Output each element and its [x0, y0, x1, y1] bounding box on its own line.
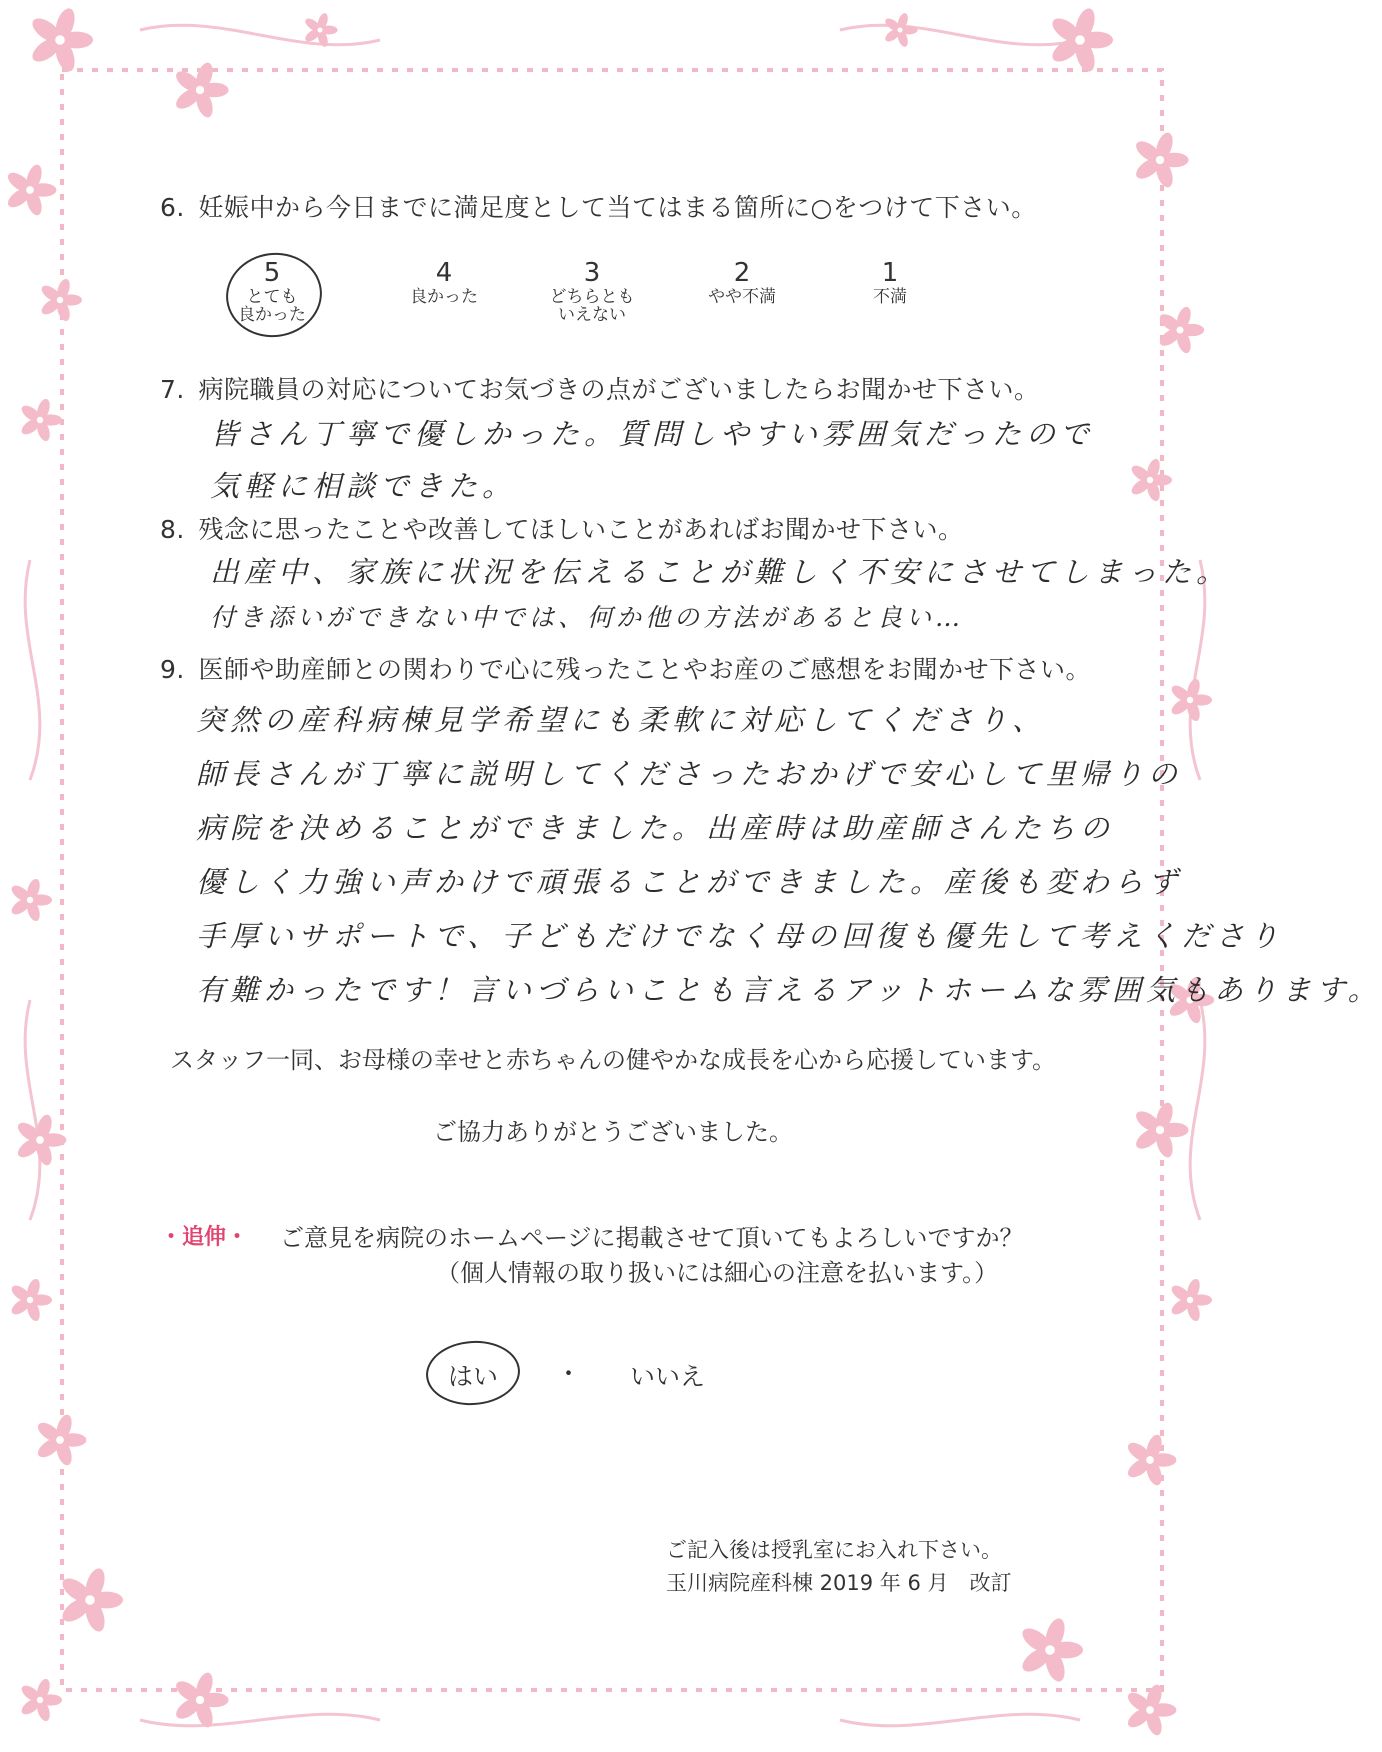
rating-4-value: 4 [435, 258, 453, 288]
postscript-label: ・追伸・ [160, 1225, 249, 1250]
flower-decoration [9, 1277, 52, 1322]
question-7 [160, 370, 1039, 406]
flower-decoration [173, 61, 229, 120]
rating-option-3[interactable] [532, 258, 652, 324]
rating-1-value: 1 [881, 258, 899, 288]
flower-decoration [5, 163, 57, 217]
flower-decoration [58, 1566, 123, 1634]
answer-8-line-1: 出産中、家族に状況を伝えることが難しく不安にさせてしまった。 [210, 555, 1231, 589]
answer-7-line-1: 皆さん丁寧で優しかった。質問しやすい雰囲気だったので [210, 417, 1095, 451]
support-message: スタッフ一同、お母様の幸せと赤ちゃんの健やかな成長を心から応援しています。 [169, 1046, 1057, 1074]
no-option[interactable]: いいえ [630, 1362, 706, 1391]
question-9-text: 医師や助産師との関わりで心に残ったことやお産のご感想をお聞かせ下さい。 [198, 655, 1091, 684]
postscript-question: ご意見を病院のホームページに掲載させて頂いてもよろしいですか？ [280, 1224, 1024, 1252]
question-7-number: 7. [160, 375, 185, 404]
question-8 [160, 510, 963, 546]
answer-9-line-6: 有難かったです！言いづらいことも言えるアットホームな雰囲気もあります。 [196, 973, 1382, 1007]
flower-decoration [1169, 677, 1212, 722]
rating-option-1[interactable] [830, 258, 950, 306]
flower-decoration [1129, 457, 1172, 502]
rating-option-5[interactable] [212, 258, 332, 324]
flower-decoration [173, 1671, 229, 1730]
answer-9-line-4: 優しく力強い声かけで頑張ることができました。産後も変わらず [196, 865, 1183, 899]
flower-decoration [35, 1413, 87, 1467]
question-8-number: 8. [160, 515, 185, 544]
answer-7-line-2: 気軽に相談できた。 [210, 469, 517, 503]
rating-2-value: 2 [733, 258, 751, 288]
flower-decoration [1133, 131, 1189, 190]
flower-decoration [19, 397, 62, 442]
question-6-text: 妊娠中から今日までに満足度として当てはまる箇所に○をつけて下さい。 [198, 193, 1037, 222]
flower-decoration [883, 12, 917, 48]
flower-decoration [1048, 6, 1113, 74]
question-7-text: 病院職員の対応についてお気づきの点がございましたらお聞かせ下さい。 [198, 375, 1040, 404]
rating-1-label: 不満 [873, 287, 907, 307]
flower-decoration [9, 877, 52, 922]
answer-9-line-2: 師長さんが丁寧に説明してくださったおかげで安心して里帰りの [196, 757, 1183, 791]
flower-decoration [39, 277, 82, 322]
question-6 [160, 188, 1037, 224]
rating-3-value: 3 [583, 258, 601, 288]
answer-9-line-5: 手厚いサポートで、子どもだけでなく母の回復も優先して考えくださり [196, 919, 1284, 953]
flower-decoration [19, 1677, 62, 1722]
rating-2-label: やや不満 [708, 287, 776, 307]
footer-revision: 玉川病院産科棟 2019 年 6 月 改訂 [666, 1571, 1012, 1595]
rating-5-label: とても 良かった [238, 287, 306, 325]
yes-option[interactable]: はい [448, 1362, 499, 1391]
rating-option-2[interactable] [682, 258, 802, 306]
postscript-note: （個人情報の取り扱いには細心の注意を払います。） [436, 1259, 999, 1287]
answer-9-line-1: 突然の産科病棟見学希望にも柔軟に対応してくださり、 [196, 703, 1047, 737]
rating-4-label: 良かった [410, 287, 478, 307]
question-6-number: 6. [160, 193, 185, 222]
answer-8-line-2: 付き添いができない中では、何か他の方法があると良い… [210, 603, 965, 632]
flower-decoration [1169, 1277, 1212, 1322]
question-9 [160, 650, 1091, 686]
flower-decoration [28, 6, 93, 74]
question-8-text: 残念に思ったことや改善してほしいことがあればお聞かせ下さい。 [198, 515, 964, 544]
rating-option-4[interactable] [384, 258, 504, 306]
rating-5-value: 5 [263, 258, 281, 288]
rating-3-label: どちらとも いえない [549, 287, 635, 325]
footer-instruction: ご記入後は授乳室にお入れ下さい。 [666, 1538, 1002, 1562]
flower-decoration [1018, 1616, 1083, 1684]
thanks-message: ご協力ありがとうございました。 [433, 1118, 793, 1146]
question-9-number: 9. [160, 655, 185, 684]
flower-decoration [1125, 1433, 1177, 1487]
option-separator: ・ [556, 1359, 582, 1388]
flower-decoration [1157, 305, 1204, 355]
answer-9-line-3: 病院を決めることができました。出産時は助産師さんたちの [196, 811, 1115, 845]
